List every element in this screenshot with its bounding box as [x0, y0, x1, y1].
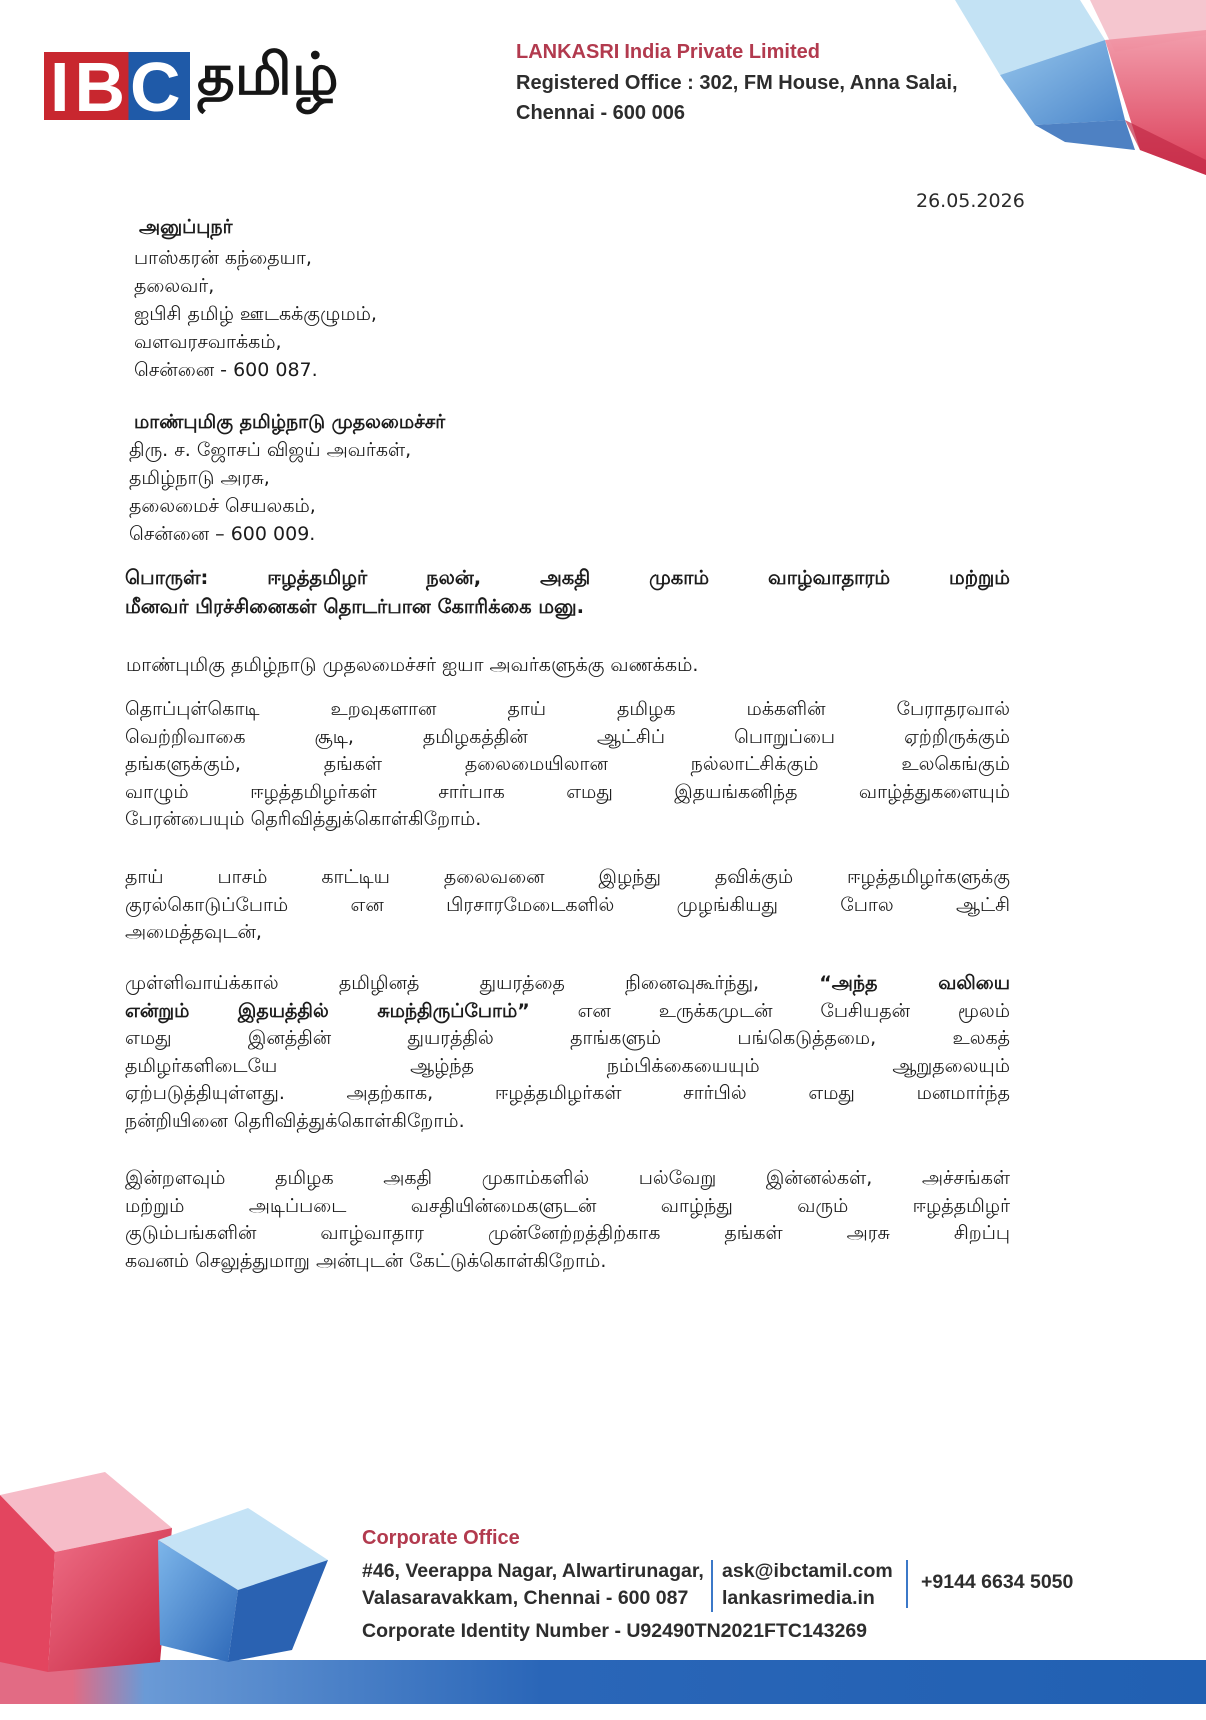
paragraph-line — [125, 970, 1010, 998]
sender-line: ஐபிசி தமிழ் ஊடகக்குழுமம், — [134, 303, 377, 325]
corporate-office-title: Corporate Office — [362, 1527, 520, 1549]
recipient-line: தலைமைச் செயலகம், — [129, 495, 316, 517]
paragraph-line: எமது இனத்தின் துயரத்தில் தாங்களும் பங்கெடுத்தமை, உலகத் — [125, 1027, 1010, 1049]
paragraph-line: பேரன்பையும் தெரிவித்துக்கொள்கிறோம். — [125, 808, 482, 830]
paragraph-line: நன்றியினை தெரிவித்துக்கொள்கிறோம். — [125, 1109, 465, 1132]
registered-office: Registered Office : 302, FM House, Anna Salai, — [516, 71, 958, 94]
paragraph-line: தொப்புள்கொடி உறவுகளான தாய் தமிழக மக்களின் பேராதரவால் — [125, 698, 1010, 720]
email-text: ask@ibctamil.com — [722, 1560, 893, 1582]
corporate-identity-number: Corporate Identity Number - U92490TN2021FTC143269 — [362, 1620, 868, 1642]
line-text: என உருக்கமுடன் பேசியதன் மூலம் — [529, 999, 1010, 1022]
paragraph-line — [125, 998, 1010, 1026]
company-name-bold: LANKASRI — [516, 41, 620, 63]
paragraph-3 — [125, 970, 1010, 1135]
company-name — [516, 37, 958, 68]
paragraph-4 — [125, 1165, 1010, 1275]
paragraph-line: மற்றும் அடிப்படை வசதியின்மைகளுடன் வாழ்ந்து வரும் ஈழத்தமிழர் — [125, 1194, 1010, 1217]
sender-line: பாஸ்கரன் கந்தையா, — [134, 247, 312, 269]
decorative-cubes-top-right — [930, 0, 1206, 180]
footer-divider — [711, 1560, 713, 1612]
quote-text-bold: “அந்த வலியை — [819, 972, 1011, 994]
recipient-line: திரு. ச. ஜோசப் விஜய் அவர்கள், — [129, 439, 412, 461]
subject-block — [125, 564, 1010, 621]
paragraph-1 — [125, 696, 1010, 834]
company-name-rest: India Private Limited — [624, 41, 820, 63]
decorative-cubes-bottom-left — [0, 1440, 340, 1720]
sender-block — [134, 213, 377, 384]
paragraph-line: வெற்றிவாகை சூடி, தமிழகத்தின் ஆட்சிப் பொறுப்பை ஏற்றிருக்கும் — [125, 725, 1010, 748]
cube-face — [1035, 120, 1135, 150]
line-text: முள்ளிவாய்க்கால் தமிழினத் துயரத்தை நினைவுகூர்ந்து, — [125, 972, 820, 994]
paragraph-line: இன்றளவும் தமிழக அகதி முகாம்களில் பல்வேறு இன்னல்கள், அச்சங்கள் — [125, 1167, 1010, 1189]
paragraph-line: வாழும் ஈழத்தமிழர்கள் சார்பாக எமது இதயங்கனிந்த வாழ்த்துகளையும் — [125, 780, 1010, 803]
paragraph-line: தமிழர்களிடையே ஆழ்ந்த நம்பிக்கையையும் ஆறுதலையும் — [125, 1054, 1010, 1077]
corporate-address — [362, 1558, 704, 1612]
paragraph-line: குரல்கொடுப்போம் என பிரசாரமேடைகளில் முழங்கியது போல ஆட்சி — [125, 893, 1010, 916]
registered-city: Chennai - 600 006 — [516, 102, 685, 124]
recipient-heading: மாண்புமிகு தமிழ்நாடு முதலமைச்சர் — [134, 411, 446, 433]
ibc-logo: IBC — [44, 52, 190, 120]
paragraph-line: ஏற்படுத்தியுள்ளது. அதற்காக, ஈழத்தமிழர்கள் சார்பில் எமது மனமார்ந்த — [125, 1082, 1010, 1104]
salutation: மாண்புமிகு தமிழ்நாடு முதலமைச்சர் ஐயா அவர்களுக்கு வணக்கம். — [126, 654, 699, 676]
sender-line: தலைவர், — [134, 275, 215, 297]
quote-text-bold: என்றும் இதயத்தில் சுமந்திருப்போம்” — [125, 999, 530, 1022]
logo-tamil-wordmark: தமிழ் — [197, 40, 339, 108]
paragraph-line: கவனம் செலுத்துமாறு அன்புடன் கேட்டுக்கொள்கிறோம். — [125, 1249, 607, 1272]
recipient-line: சென்னை – 600 009. — [129, 523, 316, 545]
sender-line: வளவரசவாக்கம், — [134, 331, 282, 353]
corporate-contact — [722, 1558, 893, 1612]
recipient-block — [129, 408, 445, 548]
phone-number: +9144 6634 5050 — [921, 1571, 1074, 1593]
paragraph-2 — [125, 864, 1010, 947]
paragraph-line: தங்களுக்கும், தங்கள் தலைமையிலான நல்லாட்சிக்கும் உலகெங்கும் — [125, 753, 1010, 775]
paragraph-line: அமைத்தவுடன், — [125, 921, 262, 943]
company-header — [516, 37, 958, 129]
letter-date: 26.05.2026 — [916, 190, 1025, 212]
subject-line: பொருள்: ஈழத்தமிழர் நலன், அகதி முகாம் வாழ்வாதாரம் மற்றும் — [125, 566, 1010, 589]
website-text: lankasrimedia.in — [722, 1587, 875, 1609]
recipient-line: தமிழ்நாடு அரசு, — [129, 467, 270, 489]
address-line: Valasaravakkam, Chennai - 600 087 — [362, 1587, 689, 1609]
sender-line: சென்னை - 600 087. — [134, 359, 318, 381]
sender-heading: அனுப்புநர் — [139, 216, 233, 238]
subject-line: மீனவர் பிரச்சினைகள் தொடர்பான கோரிக்கை மனு. — [125, 594, 585, 618]
paragraph-line: குடும்பங்களின் வாழ்வாதார முன்னேற்றத்திற்காக தங்கள் அரசு சிறப்பு — [125, 1222, 1010, 1244]
paragraph-line: தாய் பாசம் காட்டிய தலைவனை இழந்து தவிக்கும் ஈழத்தமிழர்களுக்கு — [125, 866, 1010, 888]
footer-divider — [906, 1560, 908, 1608]
address-line: #46, Veerappa Nagar, Alwartirunagar, — [362, 1560, 704, 1582]
